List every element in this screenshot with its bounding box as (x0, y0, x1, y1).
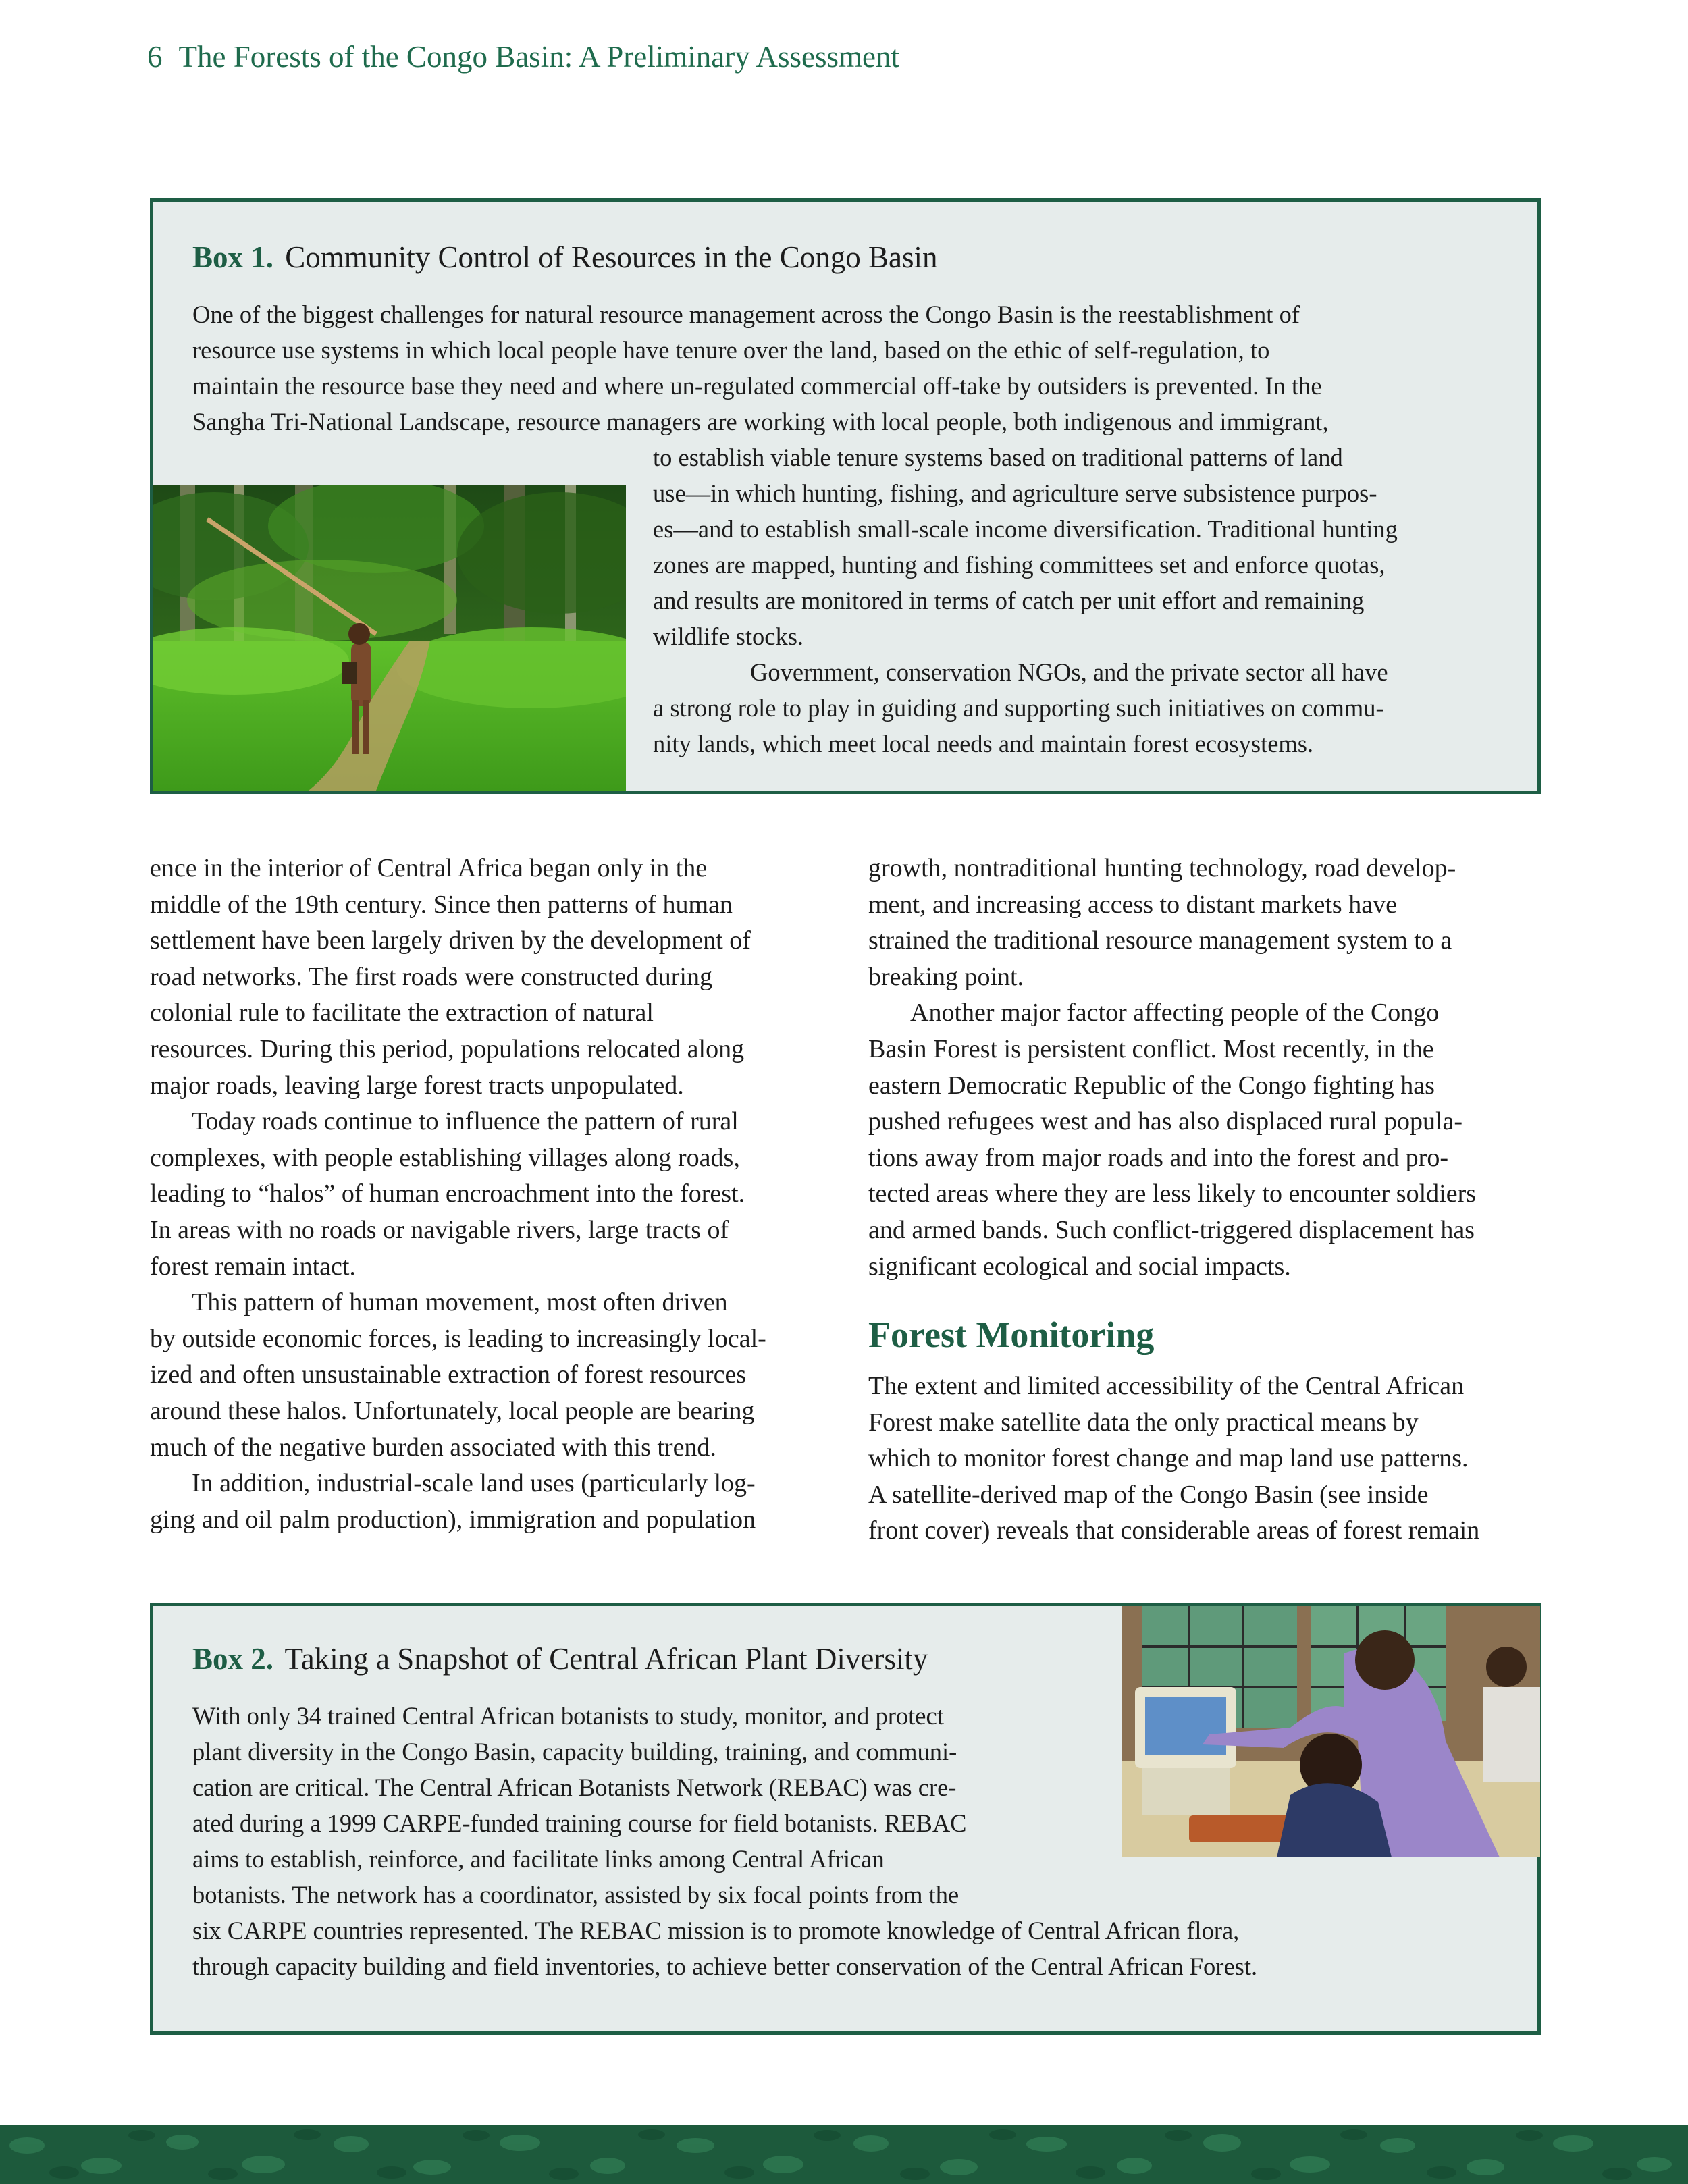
text-line: In addition, industrial-scale land uses (particularly log- (192, 1469, 756, 1498)
box-1-intro-text (192, 296, 1329, 440)
text-line: pushed refugees west and has also displaced rural popula- (868, 1107, 1463, 1136)
text-line: The extent and limited accessibility of the Central African (868, 1372, 1465, 1400)
text-line: tected areas where they are less likely to encounter soldiers (868, 1179, 1477, 1208)
box-2-body-text (192, 1698, 1257, 1984)
text-line: plant diversity in the Congo Basin, capacity building, training, and communi- (192, 1738, 957, 1765)
forest-hunter-photo (153, 485, 626, 791)
text-line: aims to establish, reinforce, and facilitate links among Central African (192, 1845, 885, 1873)
text-line: resource use systems in which local people have tenure over the land, based on the ethic of self-regulation, to (192, 336, 1270, 364)
box-1-community-control (150, 198, 1541, 794)
text-line: complexes, with people establishing villages along roads, (150, 1143, 740, 1172)
box-2-title (192, 1641, 928, 1676)
text-line: and results are monitored in terms of catch per unit effort and remaining (653, 587, 1365, 614)
text-line: eastern Democratic Republic of the Congo fighting has (868, 1071, 1435, 1100)
text-line: forest remain intact. (150, 1252, 356, 1281)
forest-monitoring-text (868, 1368, 1479, 1549)
text-line: and armed bands. Such conflict-triggered displacement has (868, 1215, 1475, 1244)
box-2-title-text: Taking a Snapshot of Central African Plant Diversity (284, 1642, 928, 1676)
text-line: colonial rule to facilitate the extraction of natural (150, 998, 654, 1028)
text-line: Today roads continue to influence the pattern of rural (192, 1107, 739, 1136)
text-line: leading to “halos” of human encroachment into the forest. (150, 1179, 745, 1208)
text-line: six CARPE countries represented. The REBAC mission is to promote knowledge of Central African flora, (192, 1917, 1240, 1944)
text-line: Basin Forest is persistent conflict. Most recently, in the (868, 1034, 1434, 1063)
decorative-footer-band (0, 2125, 1688, 2184)
text-line: by outside economic forces, is leading to increasingly local- (150, 1324, 766, 1353)
text-line: to establish viable tenure systems based on traditional patterns of land (653, 444, 1343, 471)
text-line: ized and often unsustainable extraction of forest resources (150, 1360, 747, 1389)
box-1-title-text: Community Control of Resources in the Congo Basin (285, 240, 938, 274)
text-line: settlement have been largely driven by the development of (150, 926, 751, 955)
text-line: With only 34 trained Central African botanists to study, monitor, and protect (192, 1702, 944, 1730)
text-line: Sangha Tri-National Landscape, resource managers are working with local people, both indigenous and immigrant, (192, 408, 1329, 435)
text-line: zones are mapped, hunting and fishing committees set and enforce quotas, (653, 551, 1386, 579)
box-2-plant-diversity (150, 1603, 1541, 2035)
text-line: tions away from major roads and into the forest and pro- (868, 1143, 1448, 1172)
text-line: a strong role to play in guiding and supporting such initiatives on commu- (653, 694, 1384, 722)
text-line: A satellite-derived map of the Congo Basin (see inside (868, 1480, 1429, 1509)
running-header (147, 39, 899, 74)
text-line: growth, nontraditional hunting technology, road develop- (868, 854, 1456, 882)
text-line: major roads, leaving large forest tracts unpopulated. (150, 1071, 684, 1100)
text-line: In areas with no roads or navigable rivers, large tracts of (150, 1215, 729, 1244)
text-line: strained the traditional resource management system to a (868, 926, 1452, 955)
section-heading-forest-monitoring: Forest Monitoring (868, 1314, 1155, 1355)
page-number: 6 (147, 40, 163, 74)
text-line: breaking point. (868, 962, 1024, 991)
text-line: resources. During this period, populations relocated along (150, 1034, 745, 1063)
text-line: botanists. The network has a coordinator, assisted by six focal points from the (192, 1881, 959, 1909)
text-line: wildlife stocks. (653, 622, 804, 650)
text-line: middle of the 19th century. Since then patterns of human (150, 890, 733, 919)
header-title: The Forests of the Congo Basin: A Preliminary Assessment (178, 40, 899, 74)
text-line: ging and oil palm production), immigration and population (150, 1505, 756, 1534)
text-line: ment, and increasing access to distant markets have (868, 890, 1397, 919)
text-line: front cover) reveals that considerable areas of forest remain (868, 1516, 1480, 1545)
text-line: ence in the interior of Central Africa began only in the (150, 854, 708, 882)
text-line: through capacity building and field inventories, to achieve better conservation of the Central African Forest. (192, 1952, 1258, 1980)
text-line: significant ecological and social impacts. (868, 1252, 1291, 1281)
box-1-body-text (653, 440, 1398, 762)
text-line: Government, conservation NGOs, and the private sector all have (750, 658, 1388, 686)
text-line: maintain the resource base they need and where un-regulated commercial off-take by outsiders is prevented. In the (192, 372, 1322, 400)
box-1-title (192, 240, 937, 275)
right-column (868, 851, 1476, 1285)
text-line: Forest make satellite data the only practical means by (868, 1408, 1419, 1437)
text-line: much of the negative burden associated with this trend. (150, 1433, 716, 1462)
text-line: use—in which hunting, fishing, and agriculture serve subsistence purpos- (653, 479, 1377, 507)
text-line: nity lands, which meet local needs and maintain forest ecosystems. (653, 730, 1314, 757)
text-line: which to monitor forest change and map land use patterns. (868, 1444, 1469, 1473)
box-2-label: Box 2. (192, 1642, 274, 1676)
text-line: Another major factor affecting people of the Congo (910, 998, 1440, 1028)
text-line: cation are critical. The Central African Botanists Network (REBAC) was cre- (192, 1774, 957, 1801)
text-line: es—and to establish small-scale income diversification. Traditional hunting (653, 515, 1398, 543)
box-1-label: Box 1. (192, 240, 274, 274)
text-line: ated during a 1999 CARPE-funded training course for field botanists. REBAC (192, 1809, 967, 1837)
text-line: road networks. The first roads were constructed during (150, 962, 712, 991)
text-line: around these halos. Unfortunately, local people are bearing (150, 1396, 755, 1425)
botanists-computer-photo (1122, 1606, 1540, 1857)
text-line: This pattern of human movement, most often driven (192, 1288, 728, 1317)
left-column (150, 851, 766, 1538)
text-line: One of the biggest challenges for natural resource management across the Congo Basin is the reestablishment of (192, 300, 1300, 328)
